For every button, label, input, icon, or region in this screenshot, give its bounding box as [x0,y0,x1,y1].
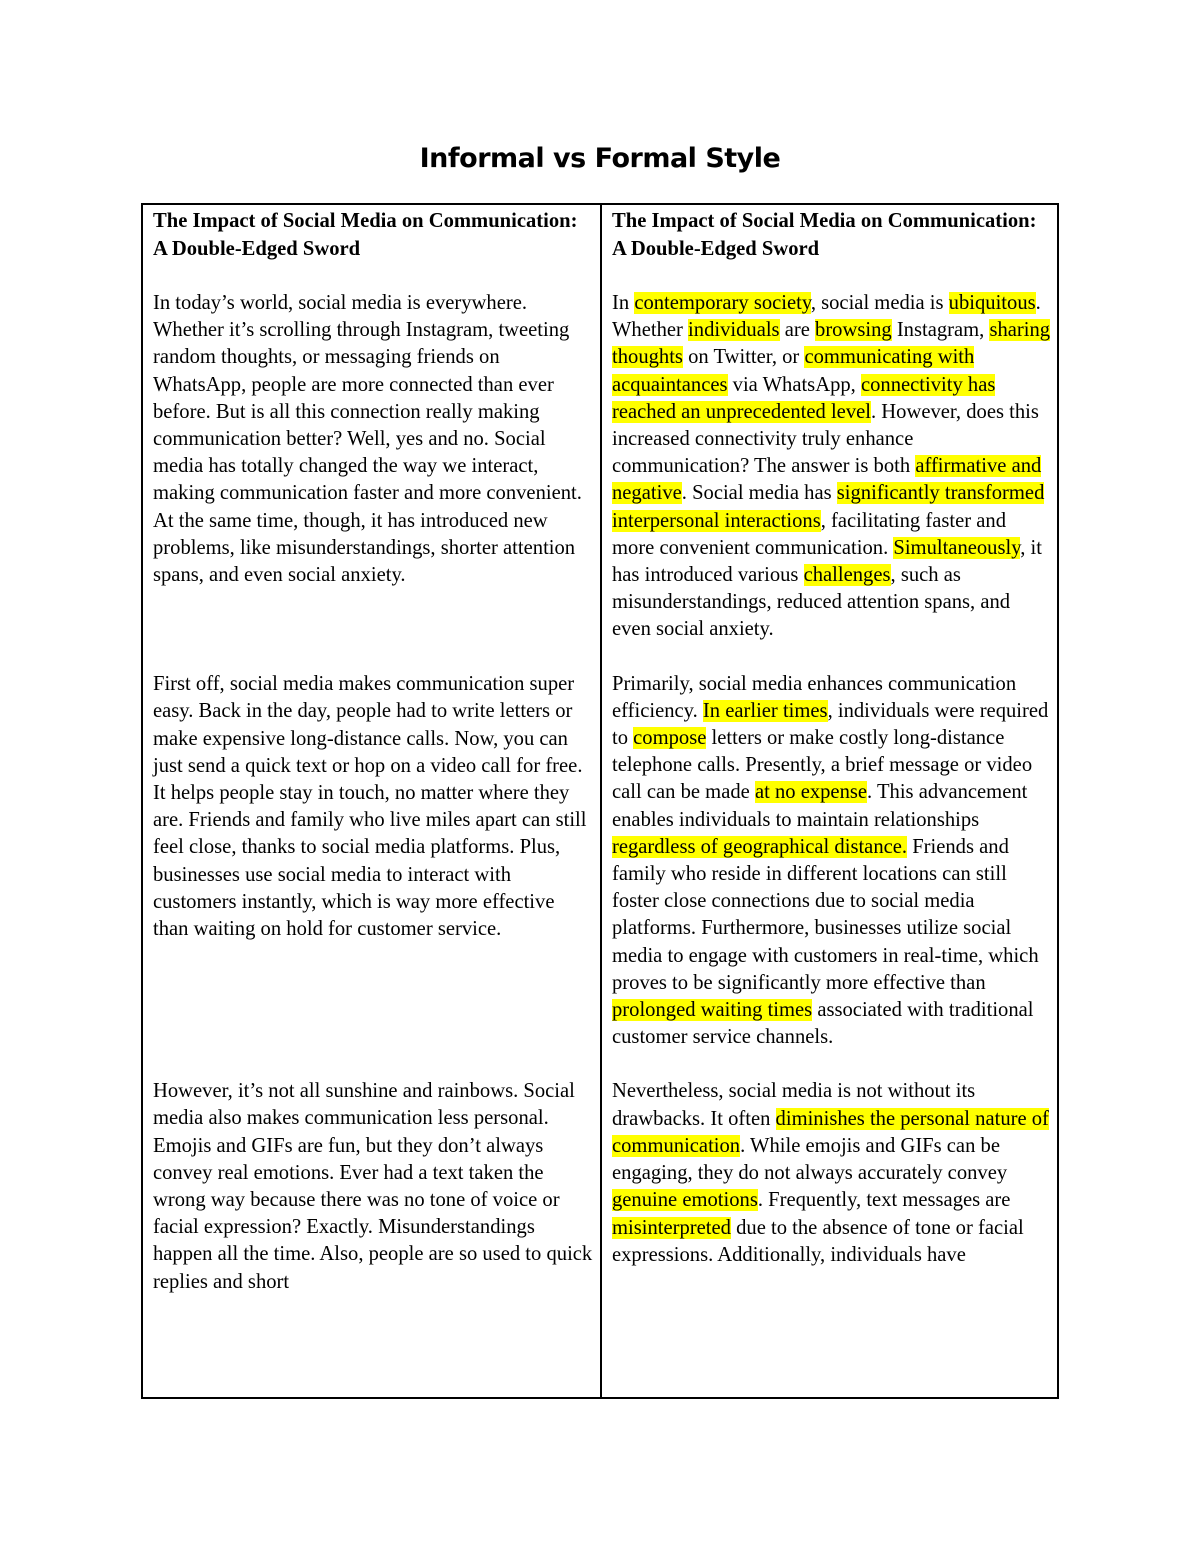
highlighted-phrase: regardless of geographical distance. [612,835,908,858]
text-segment: . However, does this increased connectivity truly enhance communication? The answer is both [612,400,1039,478]
highlighted-phrase: sharing thoughts [612,319,1051,369]
text-segment: letters or make costly long-distance telephone calls. Presently, a brief message or video call can be made [612,727,1033,804]
highlighted-phrase: prolonged waiting times [612,999,813,1022]
highlighted-phrase: browsing [815,319,892,342]
text-segment: via WhatsApp, [727,373,861,396]
text-segment: , such as misunderstandings, reduced attention spans, and even social anxiety. [612,564,1011,641]
informal-column [143,205,602,1397]
highlighted-phrase: Simultaneously [893,536,1021,559]
text-segment: . This advancement enables individuals to maintain relationships [612,781,1028,831]
highlighted-phrase: communicating with acquaintances [612,346,975,396]
text-segment: Instagram, [891,319,990,342]
text-segment: , individuals were required to [612,699,1049,750]
highlighted-phrase: affirmative and negative [612,455,1042,505]
text-segment: associated with traditional customer service channels. [612,999,1034,1049]
highlighted-phrase: individuals [688,319,780,342]
highlighted-phrase: connectivity has reached an unprecedented level [612,373,996,423]
formal-column [602,205,1057,1397]
document-title: Informal vs Formal Style [419,143,781,174]
formal-paragraph [612,1078,1053,1268]
highlighted-phrase: diminishes the personal nature of communication [612,1107,1049,1157]
highlighted-phrase: In earlier times [702,699,828,722]
highlighted-phrase: compose [633,727,707,750]
text-segment: Nevertheless, social media is not without its drawbacks. It often [612,1080,976,1130]
text-segment: on Twitter, or [682,346,805,369]
text-segment: . While emojis and GIFs can be engaging, they do not always accurately convey [612,1134,1008,1185]
text-segment: . Whether [612,292,1041,342]
highlighted-phrase: challenges [803,564,891,587]
comparison-table [141,203,1059,1399]
informal-heading: The Impact of Social Media on Communication: A Double-Edged Sword [153,210,578,260]
formal-paragraph [612,671,1053,1052]
text-segment: , it has introduced various [612,536,1042,587]
highlighted-phrase: genuine emotions [612,1189,758,1212]
formal-heading: The Impact of Social Media on Communication: A Double-Edged Sword [612,210,1037,260]
text-segment: . Social media has [681,482,837,505]
informal-paragraph: However, it’s not all sunshine and rainbows. Social media also makes communication less personal. Emojis and GIFs are fun, but they don’t always convey real emotions. Ever had a text taken the wrong way because there was no tone of voice or facial expression? Exactly. Misunderstandings happen all the time. Also, people are so used to quick replies and short [153,1080,593,1293]
text-segment: due to the absence of tone or facial expressions. Additionally, individuals have [612,1216,1024,1266]
text-segment: are [779,319,816,342]
highlighted-phrase: misinterpreted [612,1216,731,1239]
informal-paragraph: In today’s world, social media is everywhere. Whether it’s scrolling through Instagram, tweeting random thoughts, or messaging friends on WhatsApp, people are more connected than ever before. But is all this connection really making communication better? Well, yes and no. Social media has totally changed the way we interact, making communication faster and more convenient. At the same time, though, it has introduced new problems, like misunderstandings, shorter attention spans, and even social anxiety. [153,292,582,587]
highlighted-phrase: at no expense [754,781,868,804]
text-segment: , facilitating faster and more convenient communication. [612,509,1006,559]
text-segment: Friends and family who reside in different locations can still foster close connections due to social media platforms. Furthermore, businesses utilize social media to engage with customers in real-time, which proves to be significantly more effective than [612,835,1039,994]
text-segment: . Frequently, text messages are [757,1189,1011,1212]
informal-paragraph: First off, social media makes communication super easy. Back in the day, people had to write letters or make expensive long-distance calls. Now, you can just send a quick text or hop on a video call for free. It helps people stay in touch, no matter where they are. Friends and family who live miles apart can still feel close, thanks to social media platforms. Plus, businesses use social media to interact with customers instantly, which is way more effective than waiting on hold for customer service. [153,673,587,941]
highlighted-phrase: contemporary society [634,292,811,314]
highlighted-phrase: ubiquitous [948,292,1036,314]
text-segment: In [612,292,635,314]
text-segment: Primarily, social media enhances communication efficiency. [612,672,1017,722]
formal-paragraph [612,290,1053,644]
text-segment: , social media is [810,292,949,314]
highlighted-phrase: significantly transformed interpersonal interactions [612,482,1045,532]
